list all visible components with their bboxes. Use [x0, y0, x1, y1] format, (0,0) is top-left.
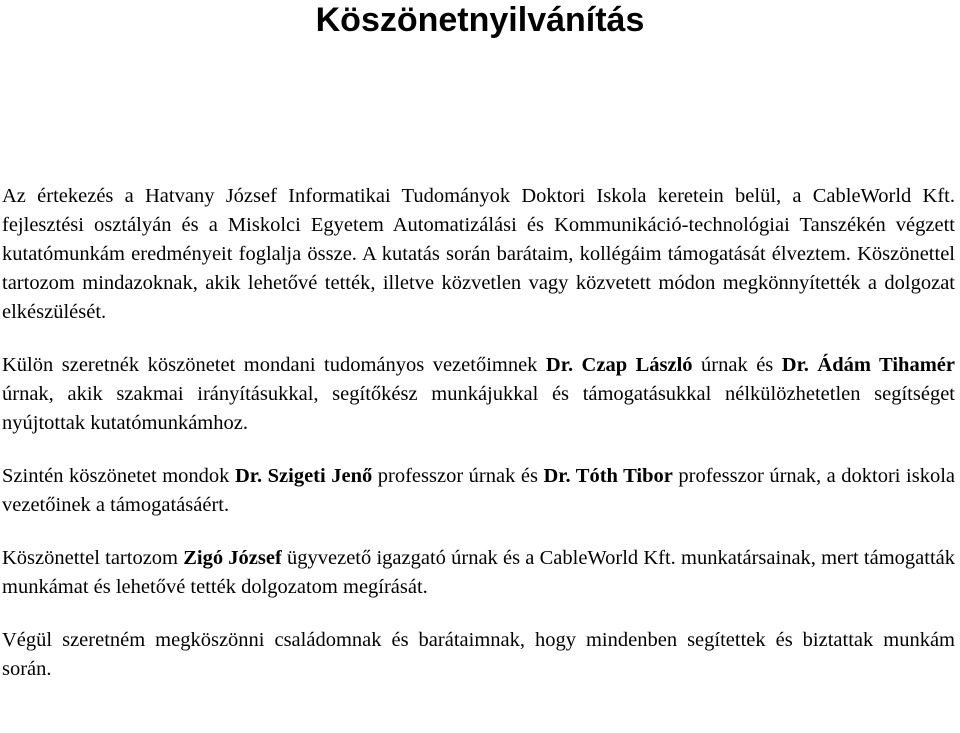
paragraph-text: úrnak és — [692, 354, 782, 376]
person-name: Dr. Szigeti Jenő — [234, 465, 373, 487]
paragraph-text: Köszönettel tartozom — [2, 547, 184, 569]
paragraph-text: professzor úrnak, a doktori iskola vezetőinek a támogatásáért. — [2, 465, 955, 516]
paragraph-text: professzor úrnak és — [372, 465, 544, 487]
person-name: Dr. Czap László — [545, 354, 693, 376]
paragraph-intro: Az értekezés a Hatvany József Informatikai Tudományok Doktori Iskola keretein belül, a CableWorld Kft. fejlesztési osztályán és a Miskolci Egyetem Automatizálási és Kommunikáció-technológiai Tanszékén végzett kutatómunkám eredményeit foglalja össze. A kutatás során barátaim, kollégáim támogatását élveztem. Köszönettel tartozom mindazoknak, akik lehetővé tették, illetve közvetlen vagy közvetett módon megkönnyítették a dolgozat elkészülését. — [2, 185, 955, 323]
person-name: Dr. Ádám Tihamér — [781, 354, 955, 376]
page-title: Köszönetnyilvánítás — [315, 1, 645, 39]
acknowledgement-body — [2, 182, 955, 684]
paragraph-text: Szintén köszönetet mondok — [2, 465, 235, 487]
person-name: Dr. Tóth Tibor — [543, 465, 673, 487]
paragraph-text: ügyvezető igazgató úrnak és a CableWorld Kft. munkatársainak, mert támogatták munkámat és lehetővé tették dolgozatom megírását. — [2, 547, 955, 598]
paragraph-supervisors — [2, 351, 955, 438]
paragraph-family: Végül szeretném megköszönni családomnak és barátaimnak, hogy mindenben segítettek és biztattak munkám során. — [2, 629, 955, 680]
paragraph-text: Külön szeretnék köszönetet mondani tudományos vezetőimnek — [2, 354, 546, 376]
paragraph-school-leaders — [2, 462, 955, 520]
person-name: Zigó József — [183, 547, 282, 569]
paragraph-text: úrnak, akik szakmai irányításukkal, segítőkész munkájukkal és támogatásukkal nélkülözhetetlen segítséget nyújtottak kutatómunkámhoz. — [2, 383, 955, 434]
paragraph-company — [2, 544, 955, 602]
